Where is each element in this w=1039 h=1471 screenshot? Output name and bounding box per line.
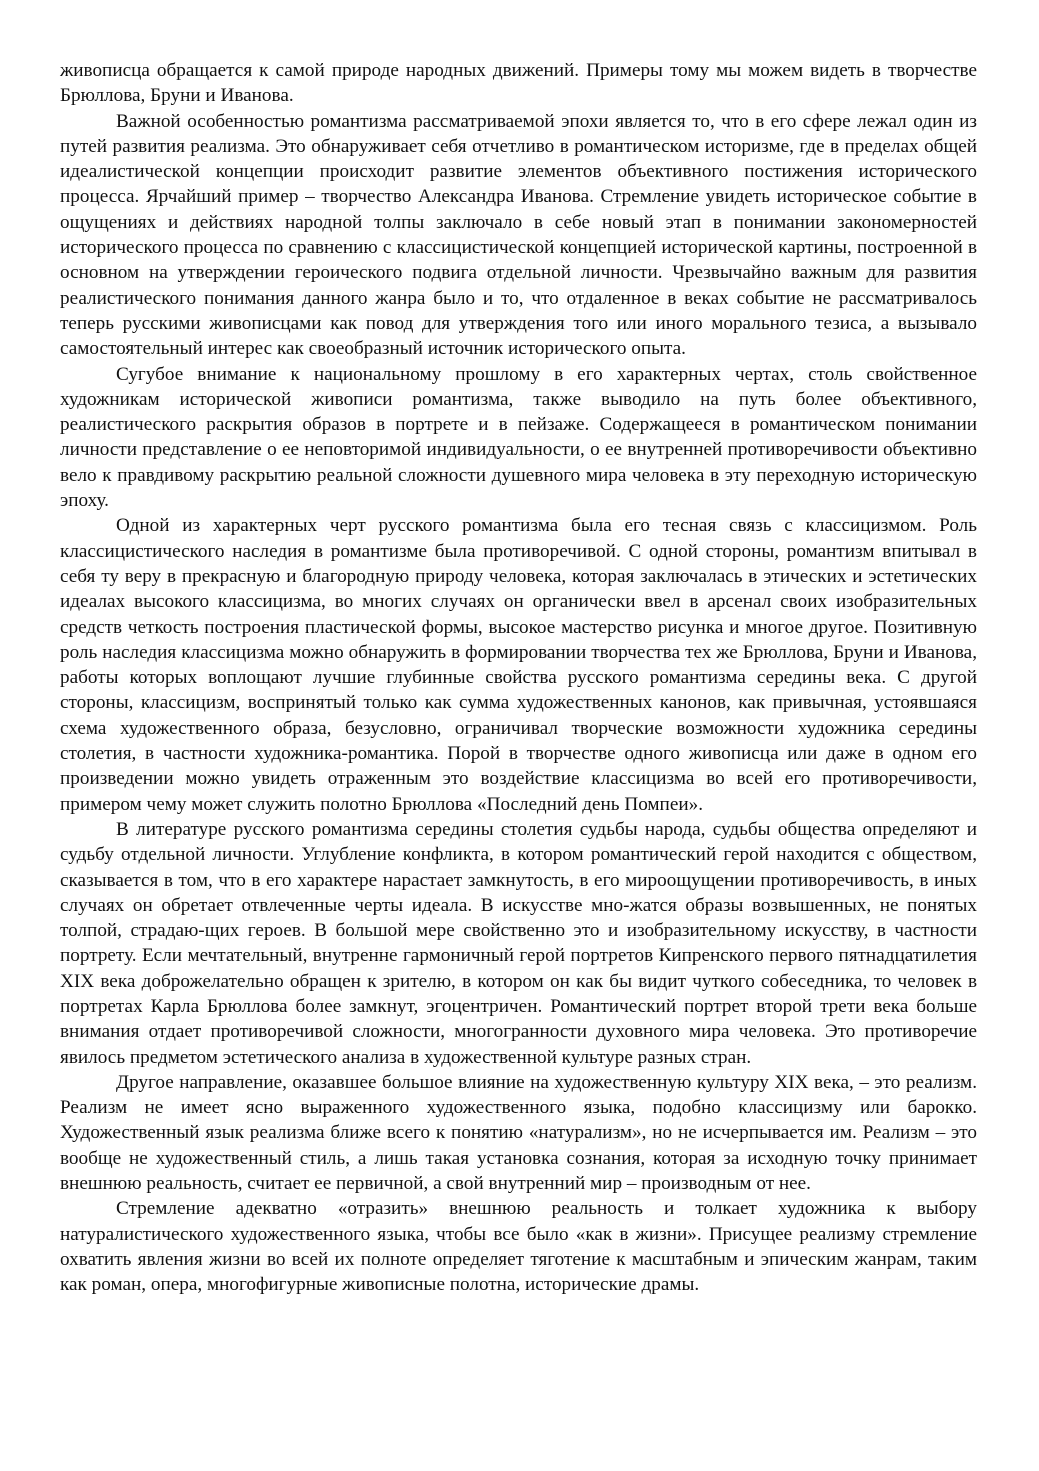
document-page <box>60 58 977 1298</box>
paragraph-literature-romanticism: В литературе русского романтизма середины столетия судьбы народа, судьбы общества определяют и судьбу отдельной личности. Углубление конфликта, в котором романтический герой находится с обществом, сказывается в том, что в его характере нарастает замкнутость, в его мироощущении противоречивость, в иных случаях он обретает отвлеченные черты идеала. В искусстве мно-жатся образы возвышенных, не понятых толпой, страдаю-щих героев. В большой мере свойственно это и изобразительному искусству, в частности портрету. Если мечтательный, внутренне гармоничный герой портретов Кипренского первого пятнадцатилетия XIX века доброжелательно обращен к зрителю, в котором он как бы видит чуткого собеседника, то человек в портретах Карла Брюллова более замкнут, эгоцентричен. Романтический портрет второй трети века больше внимания отдает противоречивой сложности, многогранности духовного мира человека. Это противоречие явилось предметом эстетического анализа в художественной культуре разных стран. <box>60 818 977 1068</box>
paragraph-national-past: Сугубое внимание к национальному прошлому в его характерных чертах, столь свойственное художникам исторической живописи романтизма, также выводило на путь более объективного, реалистического раскрытия образов в портрете и в пейзаже. Содержащееся в романтическом понимании личности представление о ее неповторимой индивидуальности, о ее внутренней противоречивости объективно вело к правдивому раскрытию реальной сложности душевного мира человека в эту переходную историческую эпоху. <box>60 363 977 512</box>
paragraph-classicism-link: Одной из характерных черт русского романтизма была его тесная связь с классицизмом. Роль классицистического наследия в романтизме была противоречивой. С одной стороны, романтизм впитывал в себя ту веру в прекрасную и благородную природу человека, которая заключалась в этических и эстетических идеалах высокого классицизма, во многих случаях он органически ввел в арсенал своих изобразительных средств четкость построения пластической формы, высокое мастерство рисунка и многое другое. Позитивную роль наследия классицизма можно обнаружить в формировании творчества тех же Брюллова, Бруни и Иванова, работы которых воплощают лучшие глубинные свойства русского романтизма середины века. С другой стороны, классицизм, воспринятый только как сумма художественных канонов, как привычная, устоявшаяся схема художественного образа, безусловно, ограничивал творческие возможности художника середины столетия, в частности художника-романтика. Порой в творчестве одного живописца или даже в одном его произведении можно увидеть отраженным это воздействие классицизма во всей его противоречивости, примером чему может служить полотно Брюллова «Последний день Помпеи». <box>60 515 977 815</box>
paragraph-continuation: живописца обращается к самой природе народных движений. Примеры тому мы можем видеть в творчестве Брюллова, Бруни и Иванова. <box>60 60 977 107</box>
paragraph-romantic-historicism: Важной особенностью романтизма рассматриваемой эпохи является то, что в его сфере лежал один из путей развития реализма. Это обнаруживает себя отчетливо в романтическом историзме, где в пределах общей идеалистической концепции происходит развитие элементов объективного постижения исторического процесса. Ярчайший пример – творчество Александра Иванова. Стремление увидеть историческое событие в ощущениях и действиях народной толпы заключало в себе новый этап в понимании закономерностей исторического процесса по сравнению с классицистической концепцией исторической картины, построенной в основном на утверждении героического подвига отдельной личности. Чрезвычайно важным для развития реалистического понимания данного жанра было и то, что отдаленное в веках событие не рассматривалось теперь русскими живописцами как повод для утверждения того или иного морального тезиса, а вызывало самостоятельный интерес как своеобразный источник исторического опыта. <box>60 110 977 360</box>
paragraph-realism: Другое направление, оказавшее большое влияние на художественную культуру XIX века, – это реализм. Реализм не имеет ясно выраженного художественного языка, подобно классицизму или барокко. Художественный язык реализма ближе всего к понятию «натурализм», но не исчерпывается им. Реализм – это вообще не художественный стиль, а лишь такая установка сознания, которая за исходную точку принимает внешнюю реальность, считает ее первичной, а свой внутренний мир – производным от нее. <box>60 1071 977 1195</box>
paragraph-reflect-reality: Стремление адекватно «отразить» внешнюю реальность и толкает художника к выбору натуралистического художественного языка, чтобы все было «как в жизни». Присущее реализму стремление охватить явления жизни во всей их полноте определяет тяготение к масштабным и эпическим жанрам, таким как роман, опера, многофигурные живописные полотна, исторические драмы. <box>60 1198 977 1296</box>
